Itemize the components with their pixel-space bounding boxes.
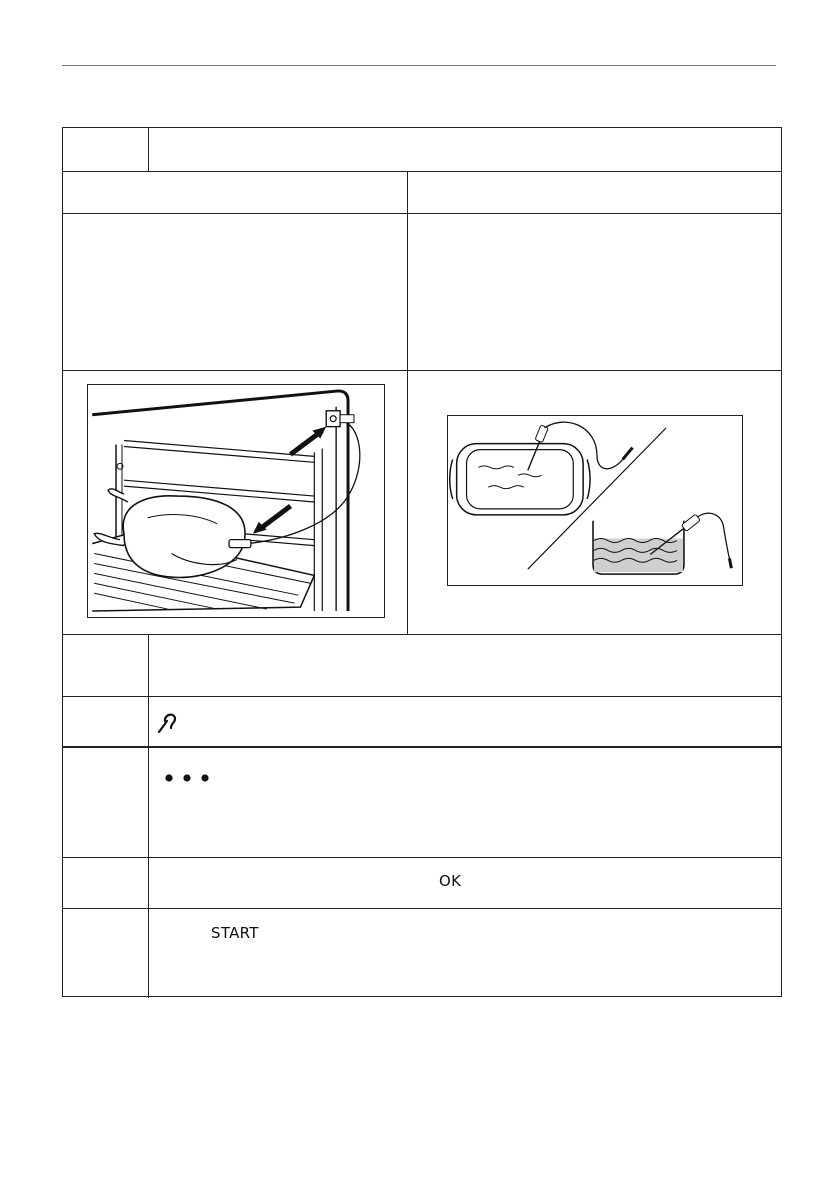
ok-button-label: OK: [439, 872, 462, 890]
row-divider: [63, 696, 781, 697]
casserole-pot-illustration: [447, 415, 743, 586]
row-divider: [63, 370, 781, 371]
start-button-label: START: [211, 924, 259, 942]
row-divider: [63, 634, 781, 635]
instruction-table: [62, 127, 782, 997]
row-divider: [63, 908, 781, 909]
oven-chicken-illustration: [87, 384, 385, 618]
three-dots-icon: [165, 768, 211, 778]
row-divider: [63, 171, 781, 172]
core-probe-icon: [155, 709, 179, 735]
header-rule: [62, 65, 776, 66]
row-divider: [63, 857, 781, 858]
column-divider: [148, 128, 149, 171]
column-divider: [407, 171, 408, 634]
column-divider: [148, 634, 149, 998]
row-divider: [63, 746, 781, 748]
row-divider: [63, 213, 781, 214]
